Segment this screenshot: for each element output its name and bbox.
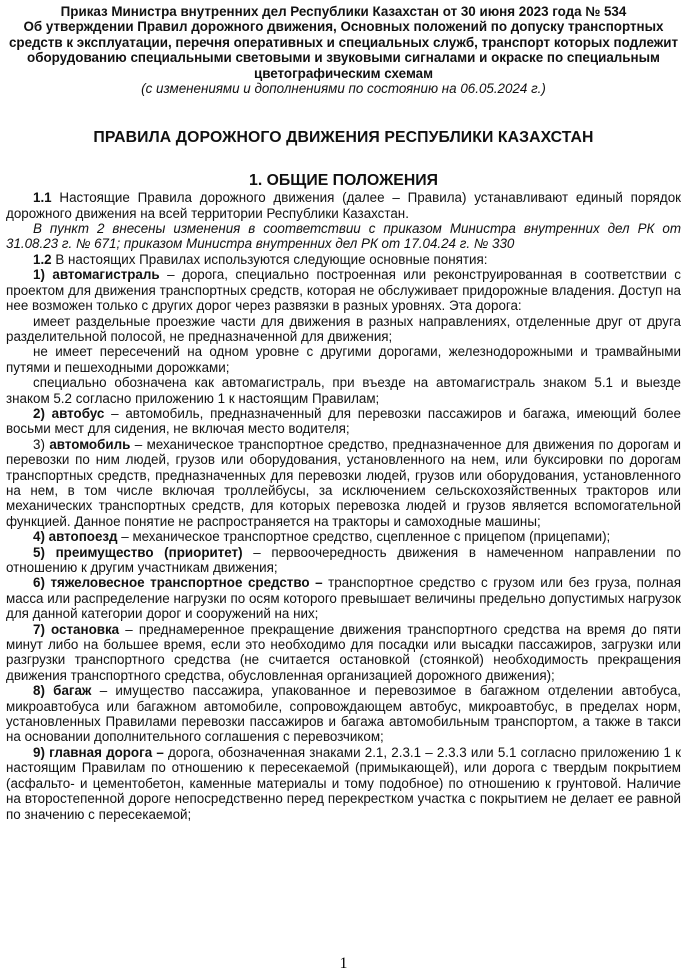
definition-term: 2) автобус [33,405,105,421]
paragraph-number: 1.1 [33,190,52,206]
definition-term: 9) главная дорога – [33,744,164,760]
definition-text: – первоочередность движения в намеченном направлении по отношению к другим участникам движения; [6,544,681,575]
definition-text: – преднамеренное прекращение движения транспортного средства на время до пяти минут либо на большее время, если это необходимо для посадки или высадки пассажиров, загрузки или разгрузки транспортного средства (не считается остановкой (стоянкой) необходимость прекращения движения транспортного средства, обусловленная организацией дорожного движения); [6,621,682,683]
order-title: Приказ Министра внутренних дел Республики Казахстан от 30 июня 2023 года № 534 [60,4,627,19]
definition-term: 5) преимущество (приоритет) [33,544,243,560]
paragraph-1-2 [6,252,681,267]
definition-7 [6,622,681,684]
definition-9 [6,745,681,822]
definition-term: 7) остановка [33,621,120,637]
amendment-note: (с изменениями и дополнениями по состоянию на 06.05.2024 г.) [141,81,546,97]
document-title: ПРАВИЛА ДОРОЖНОГО ДВИЖЕНИЯ РЕСПУБЛИКИ КАЗАХСТАН [93,129,594,147]
page-number: 1 [339,955,348,972]
paragraph-number: 1.2 [33,251,52,267]
paragraph-1-1 [6,190,681,221]
order-header [6,4,681,96]
definition-text: дорога, обозначенная знаками 2.1, 2.3.1 – 2.3.3 или 5.1 согласно приложению 1 к настоящим Правилам по отношению к пересекаемой (примыкающей), или дорога с твердым покрытием (асфальто- и цементобетон, каменные материалы и тому подобное) по отношению к грунтовой. Наличие на второстепенной дороге непосредственно перед перекрестком участка с покрытием не делает ее равной по значению с пересекаемой; [6,744,681,822]
definition-term: 6) тяжеловесное транспортное средство – [33,575,323,591]
definition-text: – механическое транспортное средство, сцепленное с прицепом (прицепами); [117,529,611,545]
definition-6 [6,575,681,621]
definition-term: 1) автомагистраль [33,267,160,283]
paragraph-text: Настоящие Правила дорожного движения (далее – Правила) устанавливают единый порядок дорожного движения на всей территории Республики Казахстан. [6,190,681,221]
definition-term: автомобиль [49,436,131,452]
definition-text: – автомобиль, предназначенный для перевозки пассажиров и багажа, имеющий более восьми мест для сидения, не включая место водителя; [6,405,681,437]
definition-term: 4) автопоезд [33,529,118,545]
definition-text: – дорога, специально построенная или реконструированная в соответствии с проектом для движения транспортных средств, которая не обслуживает придорожные владения. Доступ на нее возможен только с других дорог через развязки в разных уровнях. Эта дорога: [6,267,681,314]
section-title: 1. ОБЩИЕ ПОЛОЖЕНИЯ [249,171,438,189]
definition-8 [6,683,681,745]
definition-number: 3) [33,436,50,452]
definition-term: 8) багаж [33,683,92,699]
definition-1-item: не имеет пересечений на одном уровне с другими дорогами, железнодорожными и трамвайными путями и пешеходными дорожками; [6,344,681,375]
definition-text: транспортное средство с грузом или без груза, полная масса или распределение нагрузки по осям которого превышает величины предельно допустимых нагрузок для данной категории дорог и сооружений на них; [6,575,681,622]
definition-1 [6,267,681,313]
definition-4 [6,529,681,544]
order-subject: Об утверждении Правил дорожного движения, Основных положений по допуску транспортных средств к эксплуатации, перечня оперативных и специальных служб, транспорт которых подлежит оборудованию специальными световыми и звуковыми сигналами и окраске по специальным цветографическим схемам [8,19,679,81]
definition-text: – механическое транспортное средство, предназначенное для движения по дорогам и перевозки по ним людей, грузов или оборудования, установленного на нем, или буксировки по дорогам транспортных средств, предназначенных для перевозки людей, грузов или оборудования, установленного на нем, в том числе включая троллейбусы, за исключением сельскохозяйственных тракторов или механических транспортных средств, для которых перевозка людей и грузов является вспомогательной функцией. Данное понятие не распространяется на тракторы и самоходные машины; [6,436,681,529]
definition-text: – имущество пассажира, упакованное и перевозимое в багажном отделении автобуса, микроавтобуса или багажном автомобиле, сопровождающем автобус, микроавтобус, в пределах норм, установленных Правилами перевозки пассажиров и багажа автомобильным транспортом, а также в такси на основании дополнительного соглашения с перевозчиком; [6,683,681,745]
paragraph-text: В настоящих Правилах используются следующие основные понятия: [51,251,488,267]
definition-2 [6,406,681,437]
definition-1-item: имеет раздельные проезжие части для движения в разных направлениях, отделенные друг от друга разделительной полосой, не предназначенной для движения; [6,313,681,344]
amendment-note: В пункт 2 внесены изменения в соответствии с приказом Министра внутренних дел РК от 31.08.23 г. № 671; приказом Министра внутренних дел РК от 17.04.24 г. № 330 [6,221,681,252]
definition-3 [6,437,681,529]
definition-5 [6,545,681,576]
definition-1-item: специально обозначена как автомагистраль, при въезде на автомагистраль знаком 5.1 и выезде знаком 5.2 согласно приложению 1 к настоящим Правилам; [6,375,681,406]
